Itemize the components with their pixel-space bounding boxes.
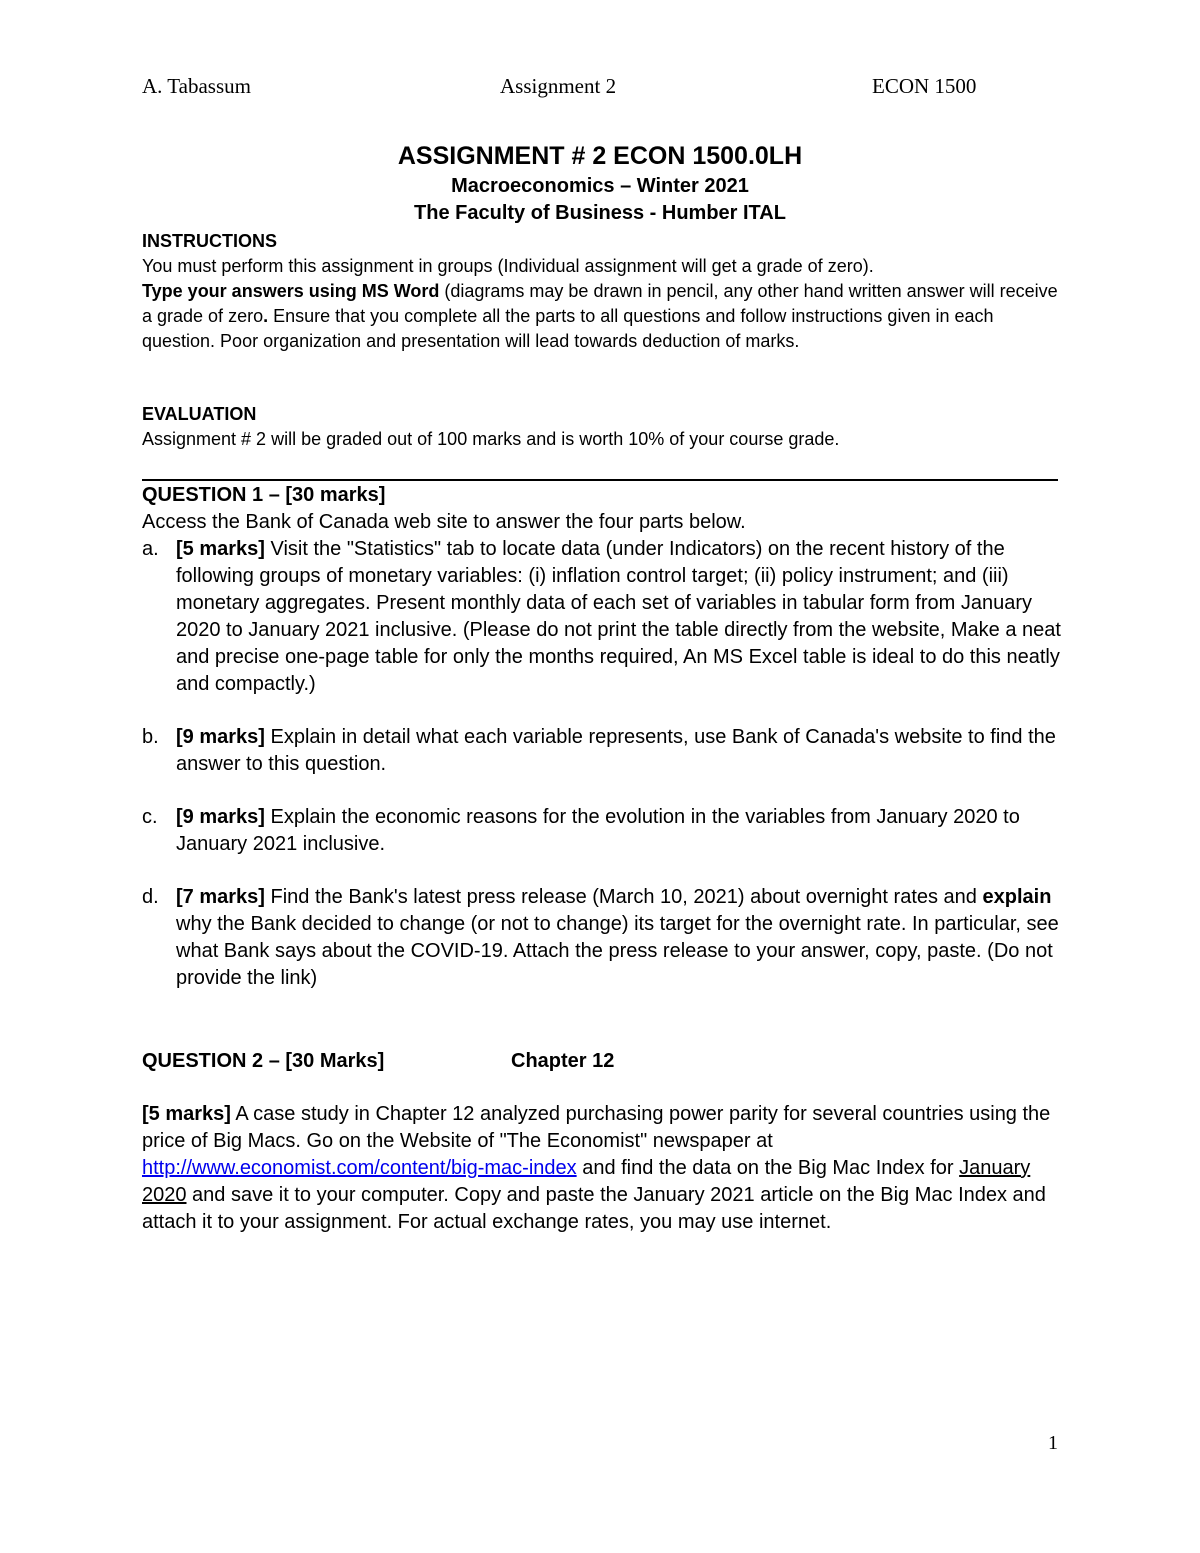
- part-marks: [5 marks]: [176, 538, 265, 560]
- page-number: 1: [1048, 1432, 1058, 1454]
- evaluation-text: Assignment # 2 will be graded out of 100 marks and is worth 10% of your course grade.: [142, 429, 840, 449]
- part-text: Visit the "Statistics" tab to locate data (under Indicators) on the recent history of the following groups of monetary variables: (i) inflation control target; (ii) policy instrument; and (iii) monetary aggregates. Present monthly data of each set of variables in tabular form from January 2020 to January 2021 inclusive. (Please do not print the table directly from the website, Make a neat and precise one-page table for only the months required, An MS Excel table is ideal to do this neatly and compactly.): [176, 538, 1061, 695]
- instructions-body: [142, 279, 1062, 354]
- part-bold-word: explain: [982, 886, 1052, 908]
- part-text-a: Find the Bank's latest press release (March 10, 2021) about overnight rates and: [264, 886, 983, 908]
- header-assignment: Assignment 2: [500, 74, 617, 98]
- question-2-underlined-date: January 2020: [142, 1157, 1031, 1206]
- part-text: Explain in detail what each variable represents, use Bank of Canada's website to find the answer to this question.: [176, 726, 1056, 775]
- question-1-section: [142, 482, 1062, 992]
- part-text: Explain the economic reasons for the evolution in the variables from January 2020 to January 2021 inclusive.: [176, 806, 1020, 855]
- instructions-bold-dot: .: [263, 306, 269, 326]
- evaluation-section: [142, 402, 1062, 452]
- header-course: ECON 1500: [872, 74, 977, 98]
- spacer: [142, 698, 1062, 724]
- part-marker: a.: [142, 538, 159, 560]
- instructions-line1: You must perform this assignment in groups (Individual assignment will get a grade of zero).: [142, 256, 874, 276]
- question-2-header: [142, 1048, 1062, 1075]
- part-marks: [7 marks]: [176, 886, 265, 908]
- question-2-text-b: and find the data on the Big Mac Index for: [576, 1157, 960, 1179]
- question-1-parts: [142, 536, 1062, 992]
- document-faculty: The Faculty of Business - Humber ITAL: [414, 202, 786, 224]
- spacer: [142, 778, 1062, 804]
- part-marker: d.: [142, 886, 159, 908]
- header-author: A. Tabassum: [142, 74, 251, 98]
- question-1-part-c: [142, 804, 1062, 858]
- question-1-part-d: [142, 884, 1062, 992]
- part-marks: [9 marks]: [176, 726, 265, 748]
- question-2-text-a: A case study in Chapter 12 analyzed purchasing power parity for several countries using the price of Big Macs. Go on the Website of "The Economist" newspaper at: [142, 1103, 1051, 1152]
- question-1-intro: Access the Bank of Canada web site to answer the four parts below.: [142, 511, 746, 533]
- part-marker: b.: [142, 726, 159, 748]
- big-mac-index-link[interactable]: http://www.economist.com/content/big-mac-index: [142, 1157, 577, 1179]
- instructions-bold-lead: Type your answers using MS Word: [142, 281, 440, 301]
- instructions-text-a: (diagrams may be drawn in pencil, any other hand written answer will receive a grade of zero: [142, 281, 1058, 326]
- document-title: ASSIGNMENT # 2 ECON 1500.0LH: [397, 142, 803, 170]
- document-subtitle: Macroeconomics – Winter 2021: [451, 175, 749, 197]
- question-2-chapter: Chapter 12: [511, 1050, 615, 1072]
- instructions-heading: INSTRUCTIONS: [142, 231, 277, 251]
- instructions-section: [142, 229, 1062, 354]
- section-divider: [142, 479, 1058, 481]
- question-2-body: [142, 1101, 1062, 1236]
- question-1-heading: QUESTION 1 – [30 marks]: [142, 484, 386, 506]
- part-marker: c.: [142, 806, 158, 828]
- spacer: [142, 858, 1062, 884]
- question-1-part-b: [142, 724, 1062, 778]
- part-marks: [9 marks]: [176, 806, 265, 828]
- part-text-b: why the Bank decided to change (or not to change) its target for the overnight rate. In particular, see what Bank says about the COVID-19. Attach the press release to your answer, copy, paste. (Do not provide the link): [176, 913, 1059, 989]
- question-2-section: [142, 1048, 1062, 1236]
- question-2-text-c: and save it to your computer. Copy and paste the January 2021 article on the Big Mac Index and attach it to your assignment. For actual exchange rates, you may use internet.: [142, 1184, 1046, 1233]
- spacer: [142, 1075, 1062, 1101]
- instructions-text-b: Ensure that you complete all the parts to all questions and follow instructions given in each question. Poor organization and presentation will lead towards deduction of marks.: [142, 306, 994, 351]
- evaluation-heading: EVALUATION: [142, 404, 257, 424]
- question-1-part-a: [142, 536, 1062, 698]
- question-2-heading: QUESTION 2 – [30 Marks]: [142, 1050, 385, 1072]
- question-2-marks: [5 marks]: [142, 1103, 231, 1125]
